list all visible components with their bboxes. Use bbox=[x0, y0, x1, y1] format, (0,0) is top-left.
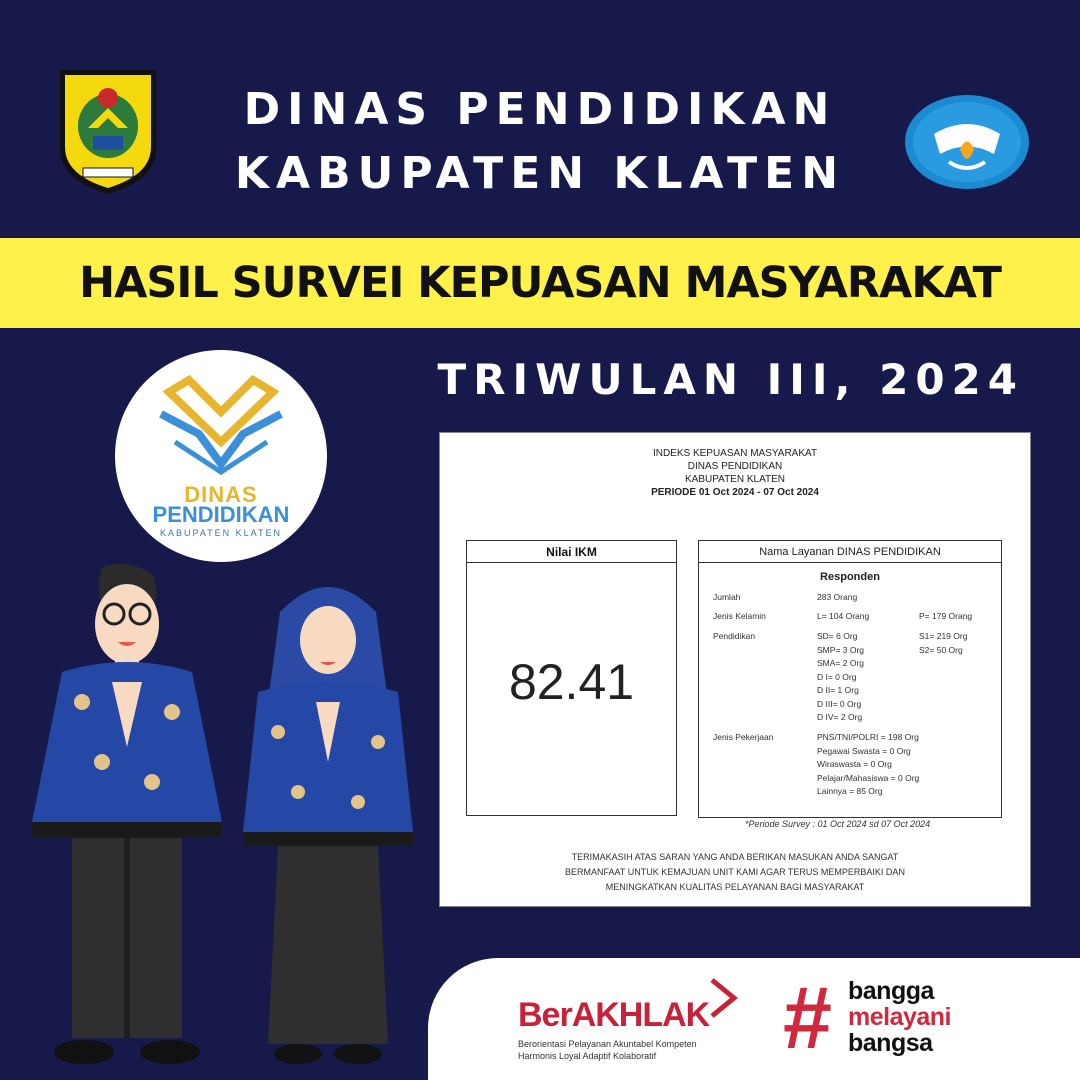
respondent-box bbox=[698, 540, 1002, 818]
report-heading-line-3: KABUPATEN KLATEN bbox=[684, 474, 786, 485]
report-heading-line-1: INDEKS KEPUASAN MASYARAKAT bbox=[652, 448, 818, 459]
berakhlak-line-1: Berorientasi Pelayanan Akuntabel Kompeten bbox=[518, 1039, 697, 1049]
pendidikan-item: S2= 50 Org bbox=[919, 644, 963, 655]
title-banner bbox=[0, 238, 1080, 328]
responden-label: Responden bbox=[820, 571, 880, 583]
berakhlak-logo: BerAKHLAK bbox=[518, 996, 710, 1034]
ikm-value: 82.41 bbox=[508, 654, 635, 710]
pekerjaan-item: Pegawai Swasta = 0 Org bbox=[817, 745, 911, 756]
open-book-icon bbox=[159, 372, 283, 482]
report-heading bbox=[440, 447, 1030, 499]
chevron-accent-icon bbox=[708, 978, 738, 1018]
logo-word-pendidikan: PENDIDIKAN bbox=[152, 502, 290, 527]
periode-note: *Periode Survey : 01 Oct 2024 sd 07 Oct 2024 bbox=[745, 819, 931, 829]
bangsa-word: bangsa bbox=[848, 1029, 933, 1057]
pekerjaan-item: Lainnya = 85 Org bbox=[817, 786, 883, 796]
ikm-report-card bbox=[439, 432, 1031, 907]
female-officer-illustration bbox=[238, 582, 418, 1075]
report-heading-line-4: PERIODE 01 Oct 2024 - 07 Oct 2024 bbox=[651, 487, 819, 498]
bangga-word: bangga bbox=[848, 977, 934, 1005]
pendidikan-list-1 bbox=[817, 630, 864, 725]
tut-wuri-handayani-logo bbox=[904, 94, 1030, 190]
header-line-1: DINAS PENDIDIKAN bbox=[243, 84, 837, 135]
report-heading-line-2: DINAS PENDIDIKAN bbox=[687, 461, 783, 472]
klaten-crest-logo bbox=[58, 68, 158, 196]
period-title: TRIWULAN III, 2024 bbox=[437, 355, 1024, 404]
pendidikan-item: S1= 219 Org bbox=[919, 631, 968, 641]
dinas-pendidikan-logo bbox=[115, 350, 327, 562]
ikm-value-box bbox=[466, 540, 677, 816]
male-officer-illustration bbox=[22, 562, 232, 1075]
header-line-2: KABUPATEN KLATEN bbox=[234, 148, 846, 199]
pekerjaan-item: Wiraswasta = 0 Org bbox=[817, 759, 892, 769]
berakhlak-tagline bbox=[518, 1038, 697, 1062]
layanan-label: Nama Layanan DINAS PENDIDIKAN bbox=[699, 541, 1001, 563]
pekerjaan-list bbox=[817, 731, 919, 799]
jumlah-value: 283 Orang bbox=[817, 592, 858, 602]
thanks-line: TERIMAKASIH ATAS SARAN YANG ANDA BERIKAN MASUKAN ANDA SANGAT bbox=[571, 852, 899, 862]
hashtag-icon: # bbox=[783, 968, 832, 1067]
pendidikan-item: D I= 0 Org bbox=[817, 671, 857, 682]
logo-word-dinas: DINAS bbox=[184, 482, 258, 507]
footer-card bbox=[428, 958, 1080, 1080]
banner-title: HASIL SURVEI KEPUASAN MASYARAKAT bbox=[79, 258, 1001, 308]
pekerjaan-item: Pelajar/Mahasiswa = 0 Org bbox=[817, 772, 920, 783]
thanks-line: BERMANFAAT UNTUK KEMAJUAN UNIT KAMI AGAR TERUS MEMPERBAIKI DAN bbox=[565, 867, 905, 877]
pekerjaan-label: Jenis Pekerjaan bbox=[713, 732, 774, 742]
pendidikan-item: D II= 1 Org bbox=[817, 685, 859, 695]
pendidikan-item: D III= 0 Org bbox=[817, 698, 862, 709]
ikm-label: Nilai IKM bbox=[467, 541, 676, 563]
bangga-melayani-bangsa bbox=[848, 978, 951, 1056]
pendidikan-item: SMP= 3 Org bbox=[817, 644, 865, 655]
pendidikan-item: SMA= 2 Org bbox=[817, 658, 865, 668]
header-title bbox=[200, 78, 880, 206]
pendidikan-item: SD= 6 Org bbox=[817, 631, 858, 641]
pendidikan-label: Pendidikan bbox=[713, 631, 756, 641]
pekerjaan-item: PNS/TNI/POLRI = 198 Org bbox=[817, 732, 919, 742]
thank-you-message bbox=[480, 850, 990, 895]
berakhlak-line-2: Harmonis Loyal Adaptif Kolaboratif bbox=[518, 1051, 657, 1061]
jenis-kelamin-l: L= 104 Orang bbox=[817, 611, 870, 621]
pendidikan-item: D IV= 2 Org bbox=[817, 712, 863, 722]
thanks-line: MENINGKATKAN KUALITAS PELAYANAN BAGI MASYARAKAT bbox=[605, 882, 865, 892]
pendidikan-list-2 bbox=[919, 630, 967, 657]
jenis-kelamin-label: Jenis Kelamin bbox=[713, 611, 766, 621]
logo-word-kabupaten: KABUPATEN KLATEN bbox=[159, 528, 283, 538]
jenis-kelamin-p: P= 179 Orang bbox=[919, 611, 973, 621]
melayani-word: melayani bbox=[848, 1003, 952, 1031]
jumlah-label: Jumlah bbox=[713, 592, 741, 602]
